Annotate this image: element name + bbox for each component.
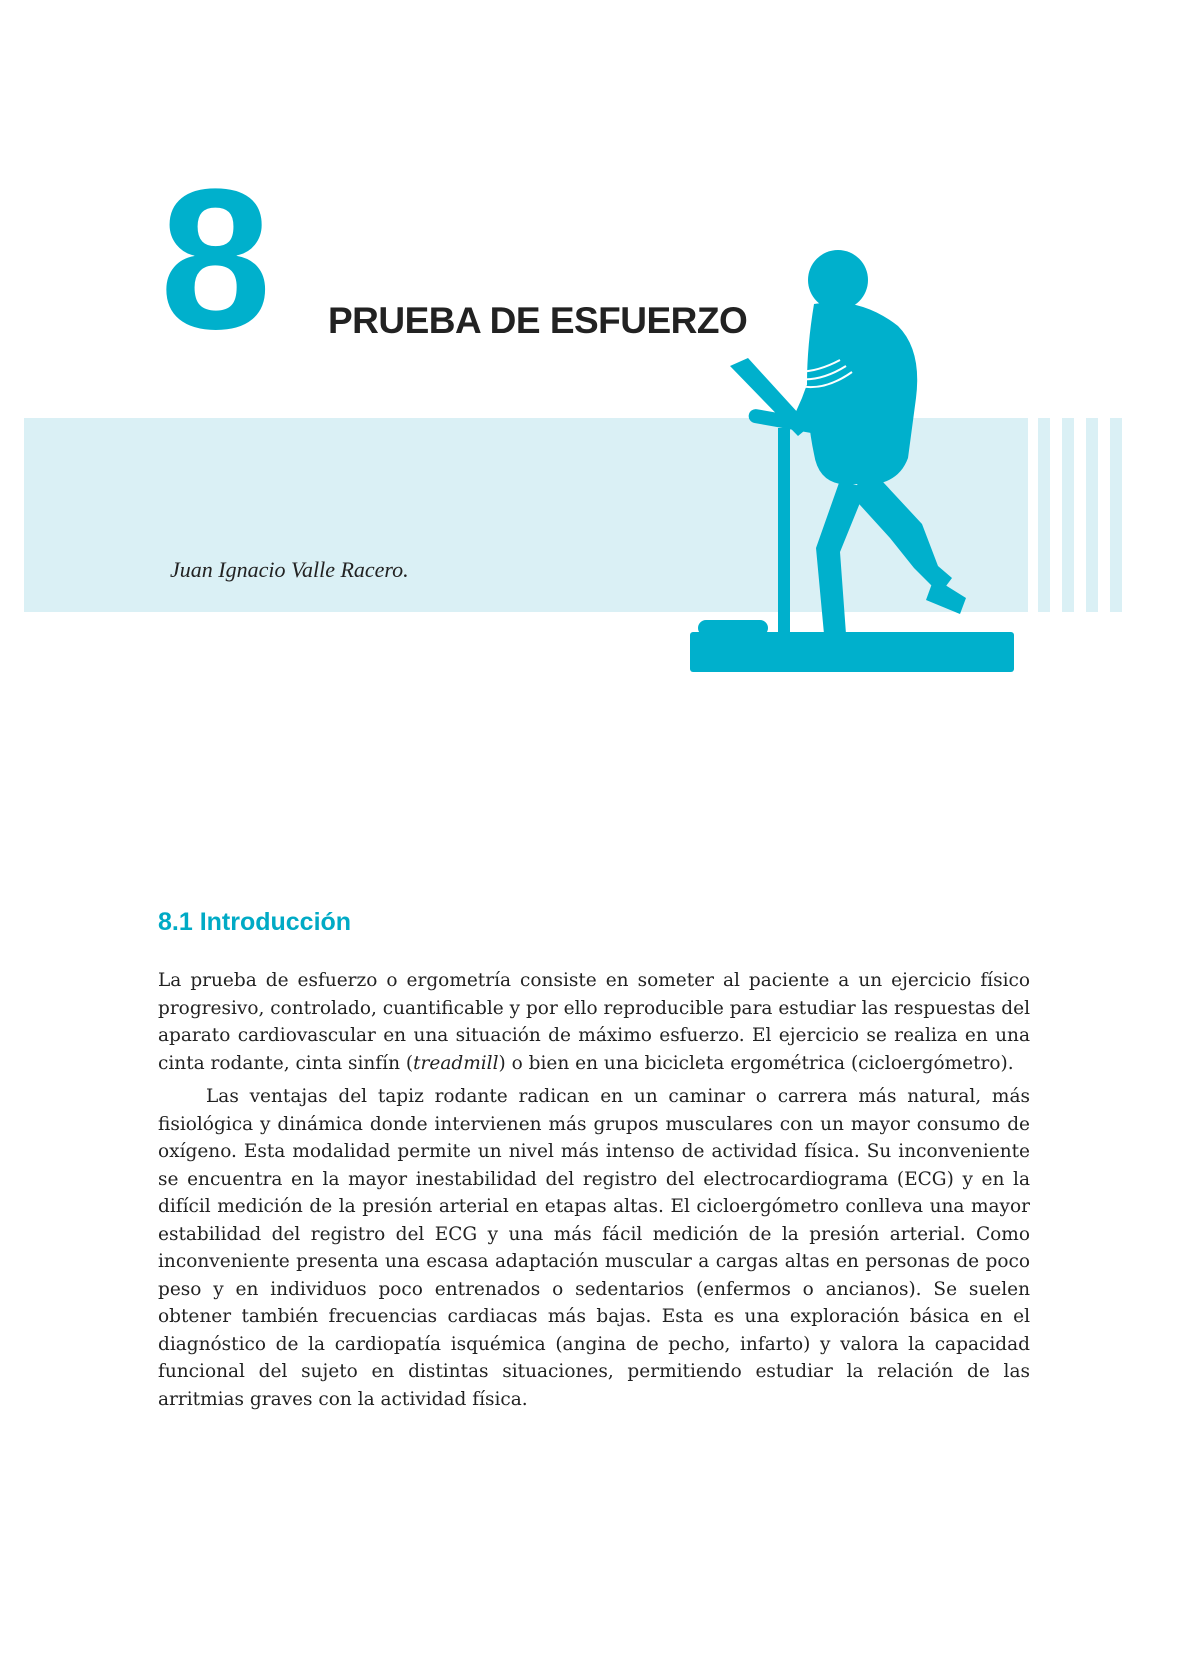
paragraph: Las ventajas del tapiz rodante radican en un caminar o carrera más natural, más fisiológica y dinámica donde intervienen más grupos musculares con un mayor consumo de oxígeno. Esta modalidad permite un nivel más intenso de actividad física. Su inconveniente se encuentra en la mayor inestabilidad del registro del electrocardiograma (ECG) y en la difícil medición de la presión arterial en etapas altas. El cicloergómetro conlleva una mayor estabilidad del registro del ECG y una más fácil medición de la presión arterial. Como inconveniente presenta una escasa adaptación muscular a cargas altas en personas de poco peso y en individuos poco entrenados o sedentarios (enfermos o ancianos). Se suelen obtener también frecuencias cardiacas más bajas. Esta es una exploración básica en el diagnóstico de la cardiopatía isquémica (angina de pecho, infarto) y valora la capacidad funcional del sujeto en distintas situaciones, permitiendo estudiar la relación de las arritmias graves con la actividad física.: [158, 1086, 1030, 1410]
treadmill-runner-icon: [690, 248, 1030, 680]
band-stripe: [1038, 418, 1050, 612]
band-stripe: [1086, 418, 1098, 612]
band-stripe: [1110, 418, 1122, 612]
body-text: [158, 967, 1030, 1419]
paragraph-text: La prueba de esfuerzo o ergometría consiste en someter al paciente a un ejercicio físico progresivo, controlado, cuantificable y por ello reproducible para estudiar las respuestas del aparato cardiovascular en una situación de máximo esfuerzo. El ejercicio se realiza en una cinta rodante, cinta sinfín (: [158, 970, 1030, 1074]
italic-term: treadmill: [413, 1052, 499, 1074]
section-heading: 8.1 Introducción: [158, 908, 352, 936]
band-stripe: [1062, 418, 1074, 612]
paragraph: [158, 967, 1030, 1077]
chapter-author: Juan Ignacio Valle Racero.: [170, 557, 409, 582]
chapter-title: PRUEBA DE ESFUERZO: [328, 300, 748, 341]
paragraph-text: ) o bien en una bicicleta ergométrica (cicloergómetro).: [498, 1052, 1014, 1074]
chapter-number: 8: [160, 148, 272, 371]
